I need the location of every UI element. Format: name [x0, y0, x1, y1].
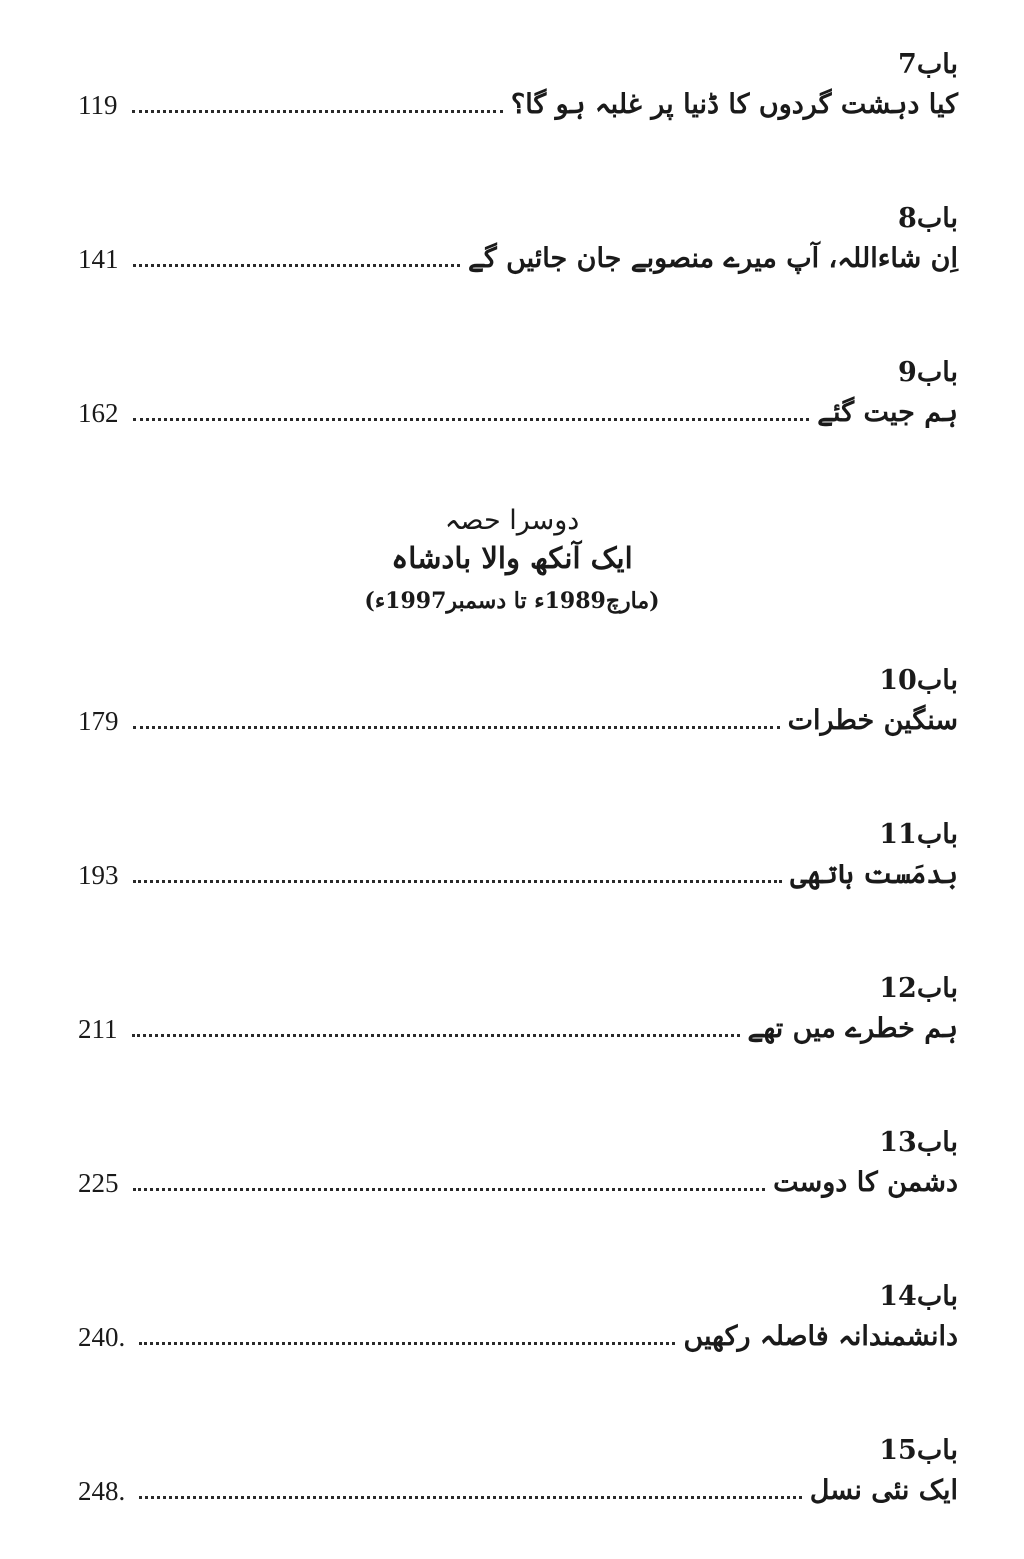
- dot-leader: [133, 726, 780, 729]
- toc-line: [78, 82, 958, 122]
- chapter-title: دشمن کا دوست: [773, 1167, 958, 1198]
- toc-entry: [78, 202, 958, 276]
- toc-line: [78, 1160, 958, 1200]
- toc-entry: [78, 1126, 958, 1200]
- toc-entry: [78, 1434, 958, 1508]
- dot-leader: [133, 264, 461, 267]
- dot-leader: [139, 1496, 802, 1499]
- toc-entry: [78, 356, 958, 430]
- part-subtitle: ایک آنکھ والا بادشاہ: [391, 541, 633, 575]
- page-number: 225: [78, 1168, 119, 1198]
- page-number: 240.: [78, 1322, 126, 1352]
- dot-leader: [139, 1342, 675, 1345]
- part-heading-block: [0, 504, 1024, 618]
- toc-entry: [78, 48, 958, 122]
- toc-line: [78, 698, 958, 738]
- chapter-label: باب11: [879, 819, 958, 850]
- dot-leader: [133, 1188, 766, 1191]
- chapter-label: باب14: [879, 1281, 958, 1312]
- chapter-label: باب15: [879, 1435, 958, 1466]
- chapter-label: باب9: [898, 357, 958, 388]
- toc-entry: [78, 818, 958, 892]
- page-number: 179: [78, 706, 119, 736]
- part-heading: دوسرا حصہ: [444, 505, 580, 536]
- chapter-label: باب8: [898, 203, 958, 234]
- page-number: 248.: [78, 1476, 126, 1506]
- page-number: 119: [78, 90, 118, 120]
- chapter-title: ہم خطرے میں تھے: [747, 1013, 958, 1044]
- toc-entry: [78, 972, 958, 1046]
- toc-line: [78, 1006, 958, 1046]
- toc-line: [78, 236, 958, 276]
- dot-leader: [132, 1034, 740, 1037]
- chapter-label: باب13: [879, 1127, 958, 1158]
- chapter-title: اِن شاءاللہ، آپ میرے منصوبے جان جائیں گے: [468, 243, 958, 274]
- dot-leader: [133, 418, 810, 421]
- part-date-range: (مارچ1989ء تا دسمبر1997ء): [364, 588, 660, 614]
- page-number: 211: [78, 1014, 118, 1044]
- toc-line: [78, 1314, 958, 1354]
- chapter-title: ہم جیت گئے: [817, 397, 958, 428]
- chapter-title: ایک نئی نسل: [809, 1475, 958, 1506]
- page-number: 141: [78, 244, 119, 274]
- toc-entry: [78, 664, 958, 738]
- chapter-title: کیا دہشت گردوں کا ڈنیا پر غلبہ ہو گا؟: [510, 89, 958, 120]
- chapter-title: سنگین خطرات: [787, 705, 958, 736]
- toc-line: [78, 852, 958, 892]
- toc-line: [78, 1468, 958, 1508]
- toc-line: [78, 390, 958, 430]
- chapter-title: بدمَست ہاتھی: [790, 859, 958, 890]
- chapter-label: باب7: [898, 49, 958, 80]
- chapter-label: باب12: [879, 973, 958, 1004]
- page-number: 193: [78, 860, 119, 890]
- toc-entry: [78, 1280, 958, 1354]
- chapter-label: باب10: [879, 665, 958, 696]
- page-number: 162: [78, 398, 119, 428]
- chapter-title: دانشمندانہ فاصلہ رکھیں: [683, 1321, 958, 1352]
- dot-leader: [133, 880, 783, 883]
- dot-leader: [132, 110, 503, 113]
